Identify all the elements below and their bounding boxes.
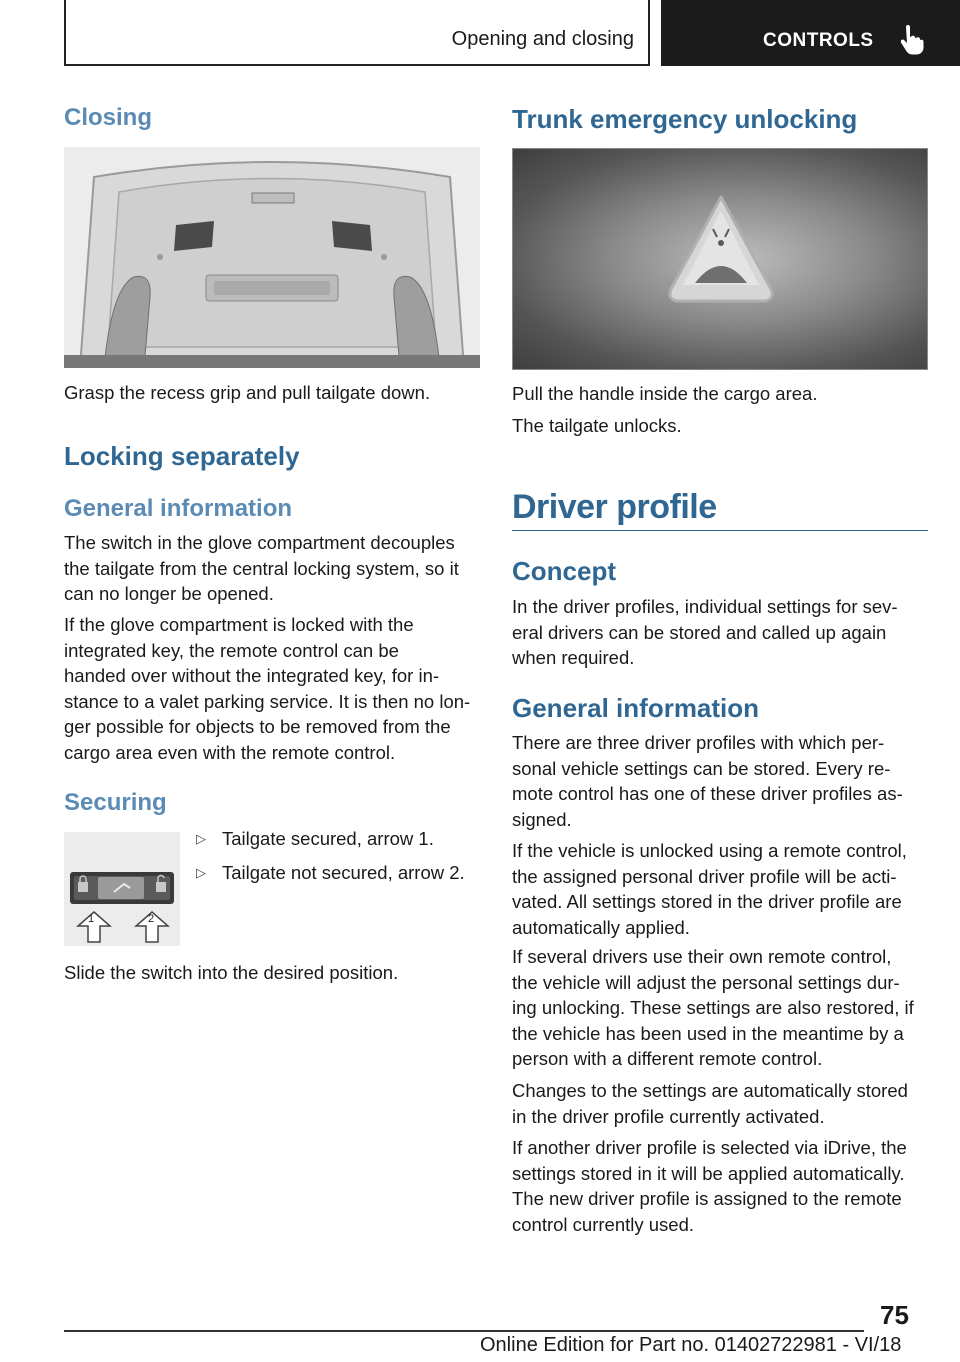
heading-trunk-emergency-unlocking: Trunk emergency unlocking <box>512 104 858 134</box>
header-section-title: Opening and closing <box>451 28 634 50</box>
text-line: ger possible for objects to be removed from the <box>64 716 451 737</box>
bullet-item <box>196 826 480 851</box>
text-line: the vehicle will adjust the personal settings dur‐ <box>512 971 900 993</box>
heading-concept: Concept <box>512 556 616 586</box>
closing-text: Grasp the recess grip and pull tailgate down. <box>64 382 431 403</box>
text-line: the assigned personal driver profile will be acti‐ <box>512 865 897 887</box>
trunk-paragraph-1: Pull the handle inside the cargo area. <box>512 383 818 404</box>
general-paragraph-5-right <box>512 1135 928 1237</box>
text-line: the tailgate from the central locking system, so it <box>64 557 459 579</box>
text-line: There are three driver profiles with which per‐ <box>512 732 885 753</box>
bullet-text: Tailgate secured, arrow 1. <box>222 828 434 849</box>
page-header <box>0 0 960 66</box>
figure-tailgate-interior <box>64 147 480 368</box>
general-paragraph-2-right <box>512 838 928 940</box>
text-line: If another driver profile is selected via iDrive, the <box>512 1137 907 1158</box>
bullet-text: Tailgate not secured, arrow 2. <box>222 862 465 883</box>
general-paragraph-3-right <box>512 944 928 1072</box>
general-paragraph-4-right <box>512 1078 928 1129</box>
triangle-bullet-icon: ▷ <box>196 831 206 846</box>
text-line: stance to a valet parking service. It is then no lon‐ <box>64 690 471 712</box>
text-line: handed over without the integrated key, for in‐ <box>64 665 440 686</box>
general-paragraph-1-right <box>512 730 928 832</box>
arrow-label-1: 1 <box>88 913 95 925</box>
tailgate-illustration <box>64 147 480 368</box>
heading-locking-separately: Locking separately <box>64 441 300 471</box>
text-line: If the glove compartment is locked with the <box>64 614 414 635</box>
slide-switch-text: Slide the switch into the desired position. <box>64 962 399 983</box>
text-line: mote control has one of these driver profiles as‐ <box>512 783 903 804</box>
lock-closed-icon <box>78 882 88 892</box>
text-line: settings stored in it will be applied automatically. <box>512 1162 905 1184</box>
footer-edition: Online Edition for Part no. 01402722981 - VI/18 <box>480 1334 902 1356</box>
heading-driver-profile: Driver profile <box>512 488 717 526</box>
text-line: sonal vehicle settings can be stored. Every re‐ <box>512 757 891 779</box>
text-line: In the driver profiles, individual settings for sev‐ <box>512 596 898 617</box>
page-number: 75 <box>880 1300 909 1330</box>
heading-general-information-right: General information <box>512 693 760 723</box>
text-line: person with a different remote control. <box>512 1048 823 1069</box>
header-section-box <box>64 0 650 66</box>
lock-open-icon <box>156 882 166 892</box>
heading-closing: Closing <box>64 104 152 131</box>
section-divider <box>512 530 928 531</box>
hand-pointer-icon <box>897 24 925 56</box>
arrow-label-2: 2 <box>148 913 155 925</box>
text-line: in the driver profile currently activated. <box>512 1105 825 1127</box>
text-line: vated. All settings stored in the driver profile are <box>512 891 902 912</box>
text-line: signed. <box>512 808 572 830</box>
securing-switch-illustration <box>64 832 180 946</box>
text-line: eral drivers can be stored and called up again <box>512 621 887 643</box>
text-line: Changes to the settings are automatically stored <box>512 1080 908 1101</box>
concept-paragraph <box>512 594 928 671</box>
text-line: control currently used. <box>512 1213 695 1235</box>
text-line: can no longer be opened. <box>64 583 274 604</box>
trunk-paragraph-2: The tailgate unlocks. <box>512 415 682 436</box>
general-paragraph-2-left <box>64 612 480 765</box>
heading-general-information-left: General information <box>64 495 293 522</box>
text-line: The new driver profile is assigned to the remote <box>512 1188 902 1209</box>
footer-divider <box>64 1330 864 1332</box>
text-line: ing unlocking. These settings are also restored, if <box>512 997 914 1018</box>
emergency-handle-illustration <box>513 149 927 369</box>
text-line: If the vehicle is unlocked using a remote control, <box>512 840 907 861</box>
text-line: automatically applied. <box>512 916 690 938</box>
bullet-item <box>196 860 480 885</box>
figure-securing-switch <box>64 832 180 946</box>
triangle-bullet-icon: ▷ <box>196 865 206 880</box>
general-paragraph-1-left <box>64 530 480 607</box>
text-line: integrated key, the remote control can be <box>64 639 399 661</box>
text-line: If several drivers use their own remote control, <box>512 946 892 967</box>
header-chapter-tab <box>661 0 960 66</box>
header-chapter-title: CONTROLS <box>763 30 874 51</box>
figure-emergency-handle <box>512 148 928 370</box>
text-line: cargo area even with the remote control. <box>64 741 396 763</box>
text-line: the vehicle has been used in the meantime by a <box>512 1022 904 1044</box>
heading-securing: Securing <box>64 789 167 816</box>
text-line: The switch in the glove compartment decouples <box>64 532 455 553</box>
text-line: when required. <box>512 647 635 668</box>
